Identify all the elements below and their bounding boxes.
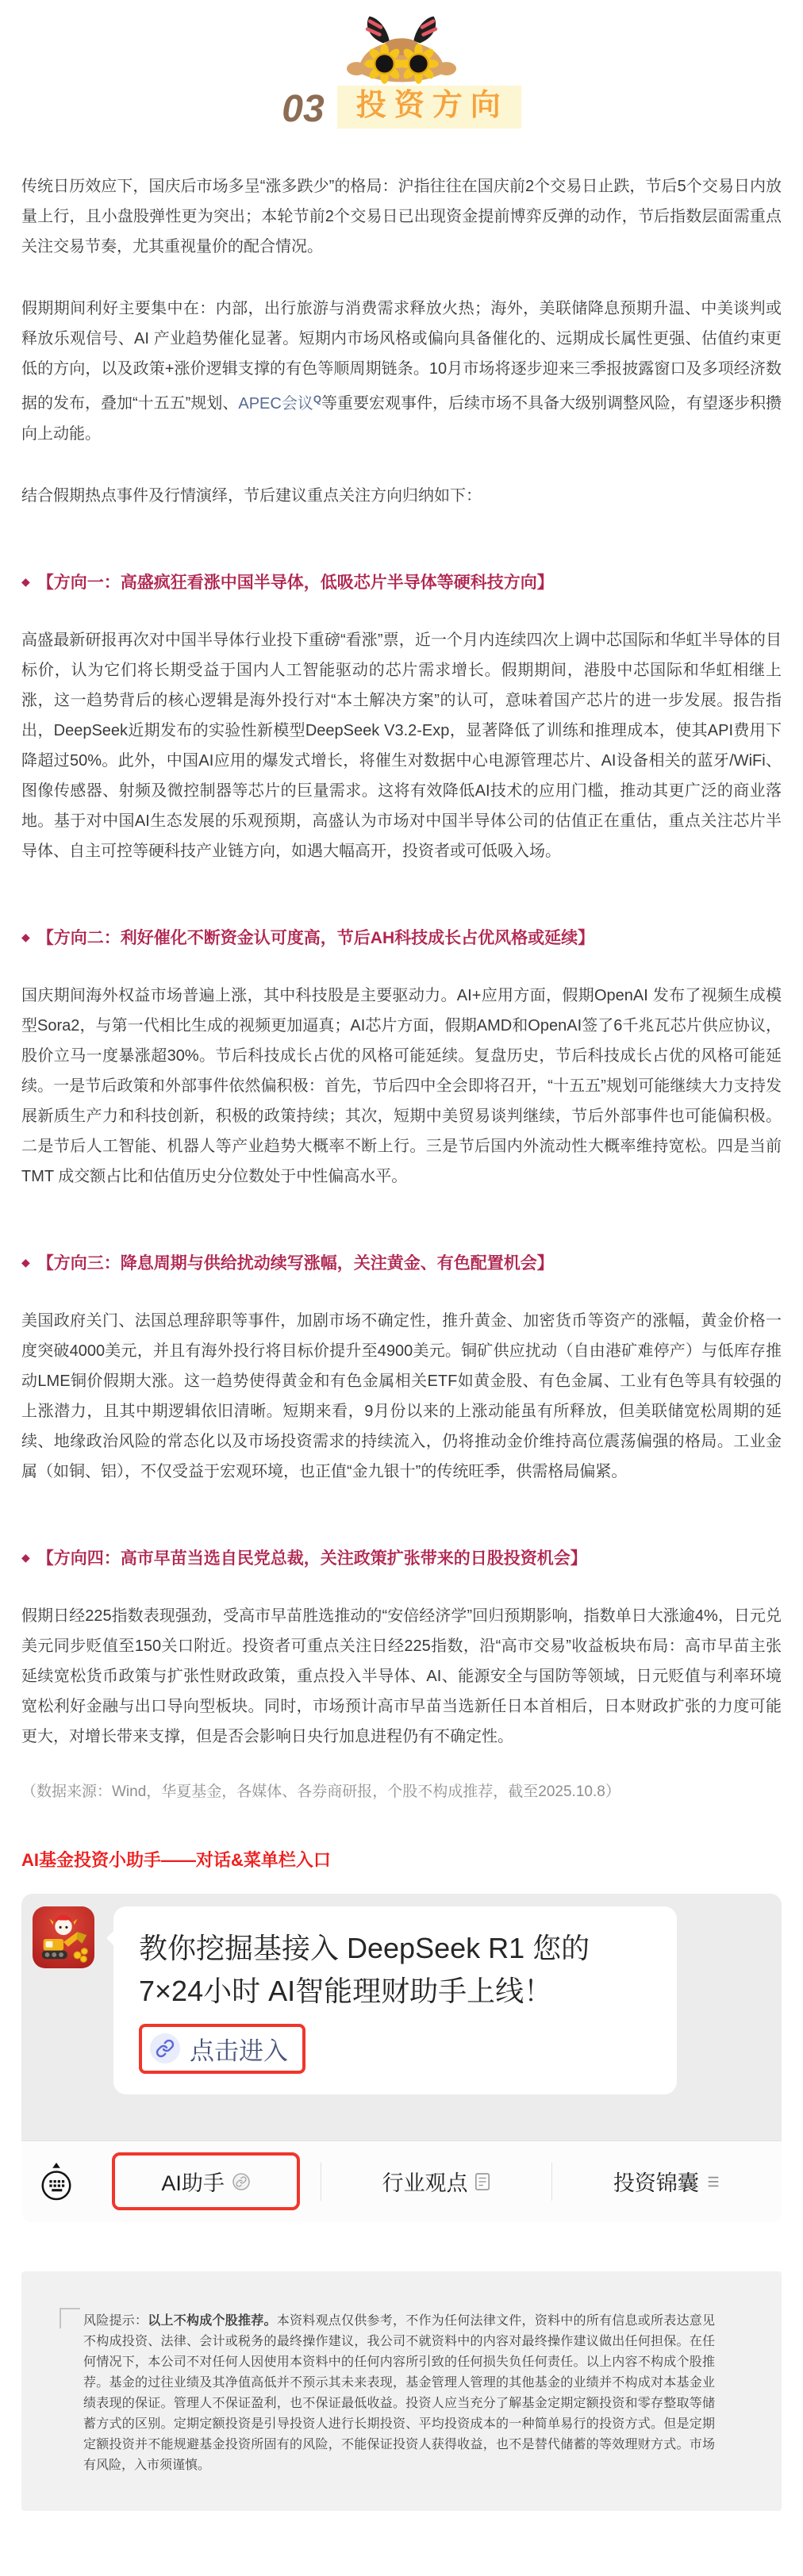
data-source-note: （数据来源：Wind，华夏基金，各媒体、各券商研报，个股不构成推荐，截至2025.10.8） <box>21 1783 620 1800</box>
direction-3-body: 美国政府关门、法国总理辞职等事件，加剧市场不确定性，推升黄金、加密货币等资产的涨幅，黄金价格一度突破4000美元，并且有海外投行将目标价提升至4900美元。铜矿供应扰动（自由港矿难停产）与低库存推动LME铜价假期大涨。这一趋势使得黄金和有色金属相关ETF如黄金股、有色金属、工业有色等具有较强的上涨潜力，且其中期逻辑依旧清晰。短期来看，9月份以来的上涨动能虽有所释放，但美联储宽松周期的延续、地缘政治风险的常态化以及市场投资需求的持续流入，仍将推动金价维持高位震荡偏强的格局。工业金属（如铜、铝），不仅受益于宏观环境，也正值“金九银十”的传统旺季，供需格局偏紧。 <box>21 1311 782 1480</box>
enter-link-button[interactable] <box>139 2024 305 2074</box>
keyboard-icon <box>38 2161 75 2202</box>
risk-disclaimer-box <box>21 2271 782 2511</box>
menu-label-ai-assistant: AI助手 <box>161 2171 225 2196</box>
direction-1-title: ◆ 【方向一：高盛疯狂看涨中国半导体，低吸芯片半导体等硬科技方向】 <box>21 573 554 592</box>
apec-meeting-link[interactable]: APEC会议$^Q$ <box>238 393 321 413</box>
menu-item-industry-views[interactable] <box>321 2166 551 2197</box>
diamond-bullet: ◆ <box>21 1255 30 1269</box>
menu-item-ai-assistant[interactable] <box>91 2152 321 2210</box>
direction-4-body: 假期日经225指数表现强劲，受高市早苗胜选推动的“安倍经济学”回归预期影响，指数单日大涨逾4%，日元兑美元同步贬值至150关口附近。投资者可重点关注日经225指数，沿“高市交易”收益板块布局：高市早苗主张延续宽松货币政策与扩张性财政政策，重点投入半导体、AI、能源安全与国防等领域，日元贬值与利率环境宽松利好金融与出口导向型板块。同时，市场预计高市早苗当选新任日本首相后，日本财政扩张的力度可能更大，对增长带来支撑，但是否会影响日央行加息进程仍有不确定性。 <box>21 1607 782 1745</box>
assistant-section-heading: AI基金投资小助手——对话&菜单栏入口 <box>21 1849 331 1870</box>
mini-link-icon <box>232 2172 251 2191</box>
corner-bracket-decoration <box>60 2308 80 2328</box>
keyboard-toggle-button[interactable] <box>21 2161 91 2202</box>
chat-bubble <box>113 1906 677 2094</box>
assistant-card <box>21 1894 782 2222</box>
direction-2-title: ◆ 【方向二：利好催化不断资金认可度高，节后AH科技成长占优风格或延续】 <box>21 928 595 947</box>
paragraph-summary-intro: 结合假期热点事件及行情演绎，节后建议重点关注方向归纳如下： <box>21 486 482 505</box>
official-account-avatar[interactable] <box>33 1906 94 1968</box>
direction-3-title: ◆ 【方向三：降息周期与供给扰动续写涨幅，关注黄金、有色配置机会】 <box>21 1253 554 1273</box>
chat-row <box>21 1894 782 2094</box>
diamond-bullet: ◆ <box>21 574 30 588</box>
account-menu-bar <box>21 2140 782 2222</box>
article-body <box>0 171 803 1804</box>
direction-2-body: 国庆期间海外权益市场普遍上涨，其中科技股是主要驱动力。AI+应用方面，假期OpenAI 发布了视频生成模型Sora2，与第一代相比生成的视频更加逼真；AI芯片方面，假期AMD和OpenAI签了6千兆瓦芯片供应协议，股价立马一度暴涨超30%。节后科技成长占优的风格可能延续。复盘历史，节后科技成长占优的风格可能延续。一是节后政策和外部事件依然偏积极：首先，节后四中全会即将召开，“十五五”规划可能继续大力支持发展新质生产力和科技创新，积极的政策持续；其次，短期中美贸易谈判继续，节后外部事件也可能偏积极。二是节后人工智能、机器人等产业趋势大概率不断上行。三是节后国内外流动性大概率维持宽松。四是当前TMT 成交额占比和估值历史分位数处于中性偏高水平。 <box>21 986 782 1185</box>
direction-4-title: ◆ 【方向四：高市早苗当选自民党总裁，关注政策扩张带来的日股投资机会】 <box>21 1549 587 1568</box>
paragraph-holiday-catalysts: 假期期间利好主要集中在：内部，出行旅游与消费需求释放火热；海外，美联储降息预期升温、中美谈判或释放乐观信号、AI 产业趋势催化显著。短期内市场风格或偏向具备催化的、远期成长属性更强、估值约束更低的方向，以及政策+涨价逻辑支撑的有色等顺周期链条。10月市场将逐步迎来三季报披露窗口及多项经济数据的发布，叠加“十五五”规划、APEC会议$^Q$等重要宏观事件，后续市场不具备大级别调整风险，有望逐步积攒向上动能。 <box>21 300 782 443</box>
bubble-message: 教你挖掘基接入 DeepSeek R1 您的7×24小时 AI智能理财助手上线！ <box>139 1931 590 2007</box>
section-title: 投资方向 <box>337 86 521 129</box>
paragraph-calendar-effect: 传统日历效应下，国庆后市场多呈“涨多跌少”的格局：沪指往往在国庆前2个交易日止跌，节后5个交易日内放量上行，且小盘股弹性更为突出；本轮节前2个交易日已出现资金提前博弈反弹的动作，节后指数层面需重点关注交易节奏，尤其重视量价的配合情况。 <box>21 178 782 255</box>
menu-label-investment-tips: 投资锦囊 <box>613 2171 699 2196</box>
direction-1-body: 高盛最新研报再次对中国半导体行业投下重磅“看涨”票，近一个月内连续四次上调中芯国际和华虹半导体的目标价，认为它们将长期受益于国内人工智能驱动的芯片需求增长。假期期间，港股中芯国际和华虹相继上涨，这一趋势背后的核心逻辑是海外投行对“本土解决方案”的认可，意味着国产芯片的进一步发展。报告指出，DeepSeek近期发布的实验性新模型DeepSeek V3.2-Exp，显著降低了训练和推理成本，使其API费用下降超过50%。此外，中国AI应用的爆发式增长，将催生对数据中心电源管理芯片、AI设备相关的蓝牙/WiFi、图像传感器、射频及微控制器等芯片的巨量需求。这将有效降低AI技术的应用门槛，推动其更广泛的商业落地。基于对中国AI生态发展的乐观预期，高盛认为市场对中国半导体公司的估值正在重估，重点关注芯片半导体、自主可控等硬科技产业链方向，如遇大幅高开，投资者或可低吸入场。 <box>21 631 782 860</box>
chain-link-icon <box>150 2033 180 2063</box>
search-icon: Q <box>313 393 321 405</box>
risk-disclaimer-text: 风险提示：以上不构成个股推荐。本资料观点仅供参考，不作为任何法律文件，资料中的所有信息或所表达意见不构成投资、法律、会计或税务的最终操作建议，我公司不就资料中的内容对最终操作建议做出任何担保。在任何情况下，本公司不对任何人因使用本资料中的任何内容所引致的任何损失负任何责任。以上内容不构成个股推荐。基金的过往业绩及其净值高低并不预示其未来表现，基金管理人管理的其他基金的业绩并不构成对本基金业绩表现的保证。管理人不保证盈利，也不保证最低收益。投资人应当充分了解基金定期定额投资和零存整取等储蓄方式的区别。定期定额投资是引导投资人进行长期投资、平均投资成本的一种简单易行的投资方式。但是定期定额投资并不能规避基金投资所固有的风险，不能保证投资人获得收益，也不是替代储蓄的等效理财方式。市场有风险，入市须谨慎。 <box>83 2313 715 2472</box>
menu-item-investment-tips[interactable] <box>552 2166 782 2197</box>
list-menu-icon <box>706 2174 720 2190</box>
section-number: 03 <box>282 88 325 130</box>
avatar-bull-excavator-image <box>33 1906 94 1968</box>
menu-label-industry-views: 行业观点 <box>382 2171 468 2196</box>
diamond-bullet: ◆ <box>21 930 30 943</box>
diamond-bullet: ◆ <box>21 1550 30 1564</box>
enter-link-label: 点击进入 <box>190 2037 288 2065</box>
mascot-bull-image <box>334 13 469 86</box>
section-header <box>0 0 803 129</box>
ai-assistant-highlight-box <box>112 2152 300 2210</box>
document-icon <box>474 2172 490 2191</box>
page-title <box>0 86 803 129</box>
